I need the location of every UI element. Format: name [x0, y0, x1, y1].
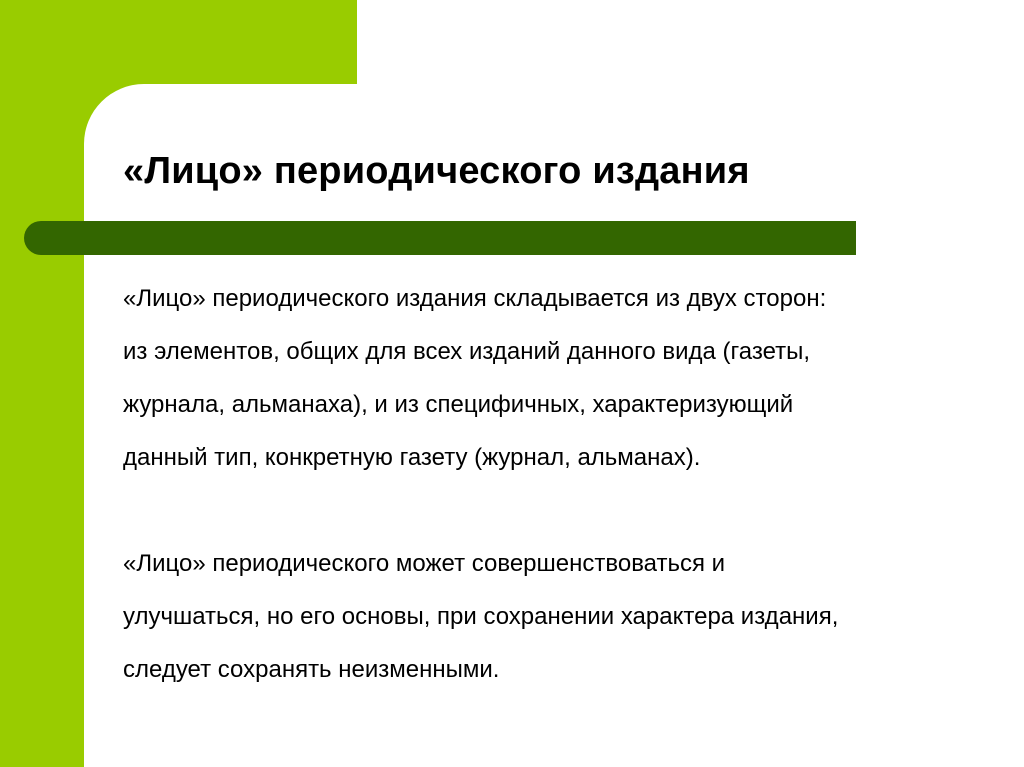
slide-title: «Лицо» периодического издания [123, 150, 750, 192]
paragraph-line: улучшаться, но его основы, при сохранении характера издания, [123, 603, 839, 630]
paragraph-line: из элементов, общих для всех изданий данного вида (газеты, [123, 338, 811, 365]
decorative-green-strip [0, 0, 84, 767]
paragraph-2 [123, 537, 983, 696]
paragraph-line: «Лицо» периодического издания складывается из двух сторон: [123, 285, 827, 312]
paragraph-line: следует сохранять неизменными. [123, 656, 500, 683]
title-underline-bar [24, 221, 856, 255]
paragraph-line: «Лицо» периодического может совершенствоваться и [123, 550, 726, 577]
paragraph-line: данный тип, конкретную газету (журнал, альманах). [123, 444, 701, 471]
slide-body [123, 272, 983, 696]
paragraph-1 [123, 272, 983, 484]
paragraph-line: журнала, альманаха), и из специфичных, характеризующий [123, 391, 794, 418]
